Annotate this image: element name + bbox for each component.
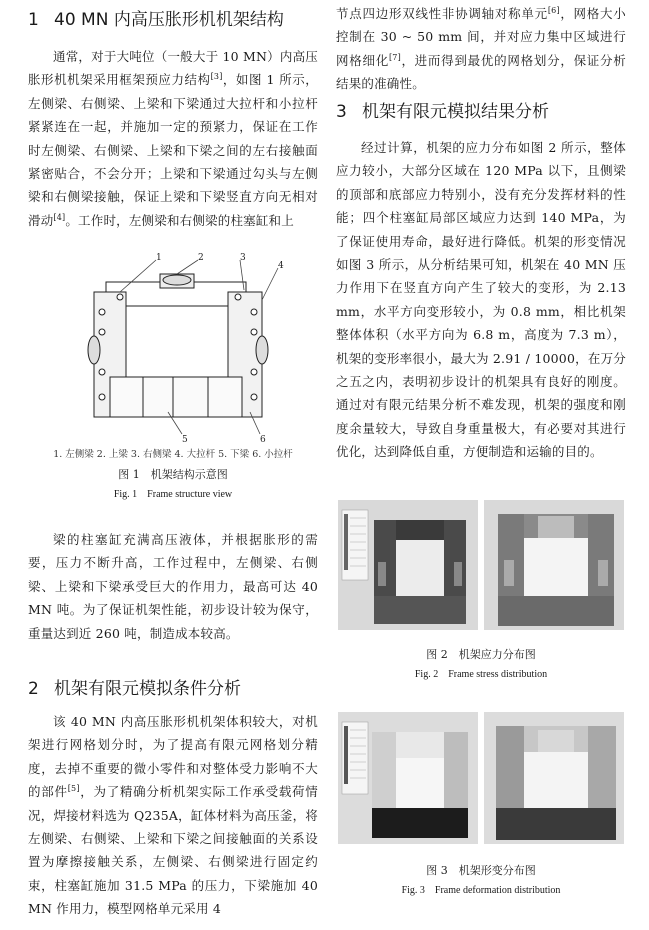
section-2-title: 机架有限元模拟条件分析: [54, 679, 241, 699]
callout-6: 6: [260, 435, 266, 445]
figure-1-legend: 1. 左侧梁 2. 上梁 3. 右侧梁 4. 大拉杆 5. 下梁 6. 小拉杆: [53, 449, 293, 460]
paragraph-1-text-c: 。工作时，左侧梁和右侧梁的柱塞缸和上: [65, 212, 294, 228]
figure-1-caption-zh: 图 1 机架结构示意图: [118, 468, 228, 481]
figure-1-frame-structure: [68, 252, 298, 447]
figure-2-caption-en: Fig. 2 Frame stress distribution: [414, 669, 548, 680]
paragraph-1-text-b: ，如图 1 所示，左侧梁、右侧梁、上梁和下梁通过大拉杆和小拉杆紧紧连在一起，并施加一定的预紧力，保证在工作时左侧梁、右侧梁、上梁和下梁之间的左右接触面紧密贴合，不会分开；上梁和下梁通过勾头与左侧梁和右侧梁接触，保证上梁和下梁竖直方向无相对滑动: [28, 72, 318, 228]
paragraph-3: [28, 710, 318, 921]
section-1-title: 40 MN 内高压胀形机机架结构: [54, 10, 284, 30]
figure-2-stress-distribution: [338, 500, 624, 630]
paragraph-3-text-a: 该 40 MN 内高压胀形机机架体积较大，对机架进行网格划分时，为了提高有限元网格划分精度，去掉不重要的微小零件和对整体受力影响不大的部件: [28, 714, 318, 800]
callout-4: 4: [278, 261, 284, 271]
callout-3: 3: [240, 253, 246, 263]
deformation-contour-images: [338, 712, 624, 844]
section-2-number: 2: [28, 679, 39, 699]
paragraph-2: 梁的柱塞缸充满高压液体，并根据胀形的需要，压力不断升高，工作过程中，左侧梁、右侧梁、上梁和下梁承受巨大的作用力，最高可达 40 MN 吨。为了保证机架性能，初步设计较为保守，重量达到近 260 吨，制造成本较高。: [28, 532, 318, 641]
figure-3-caption-en: Fig. 3 Frame deformation distribution: [401, 885, 561, 896]
figure-1-caption-en: Fig. 1 Frame structure view: [113, 489, 233, 500]
section-2-heading: [28, 677, 318, 701]
citation-6: [6]: [547, 5, 560, 15]
stress-contour-images: [338, 500, 624, 630]
figure-2-caption-zh: 图 2 机架应力分布图: [426, 648, 536, 661]
paragraph-5: 经过计算，机架的应力分布如图 2 所示，整体应力较小，大部分区域在 120 MPa 以下，且侧梁的顶部和底部应力特别小，没有充分发挥材料的性能；四个柱塞缸局部区域应力达到 140 MPa，为了保证使用寿命，最好进行降低。机架的形变情况如图 3 所示，从分析结果可知，机架在 40 MN 压力作用下在竖直方向产生了较大的变形，为 2.13 mm，水平方向变形较小，为 0.8 mm，相比机架整体体积（水平方向为 6.8 m，高度为 7.3 m），机架的变形率很小，最大为 2.91 / 10000，在万分之五之内，表明初步设计的机架具有良好的刚度。通过对有限元结果分析不难发现，机架的强度和刚度余量较大，导致自身重量极大，有必要对其进行优化，达到降低自重，方便制造和运输的目的。: [336, 140, 626, 460]
section-1-number: 1: [28, 10, 39, 30]
citation-4: [4]: [53, 212, 66, 222]
figure-3-caption-zh: 图 3 机架形变分布图: [426, 864, 536, 877]
figure-3-deformation-distribution: [338, 712, 624, 844]
paragraph-3-text-b: ，为了精确分析机架实际工作承受载荷情况，焊接材料选为 Q235A，缸体材料为高压釜，将左侧梁、右侧梁、上梁和下梁之间接触面的关系设置为摩擦接触关系，左侧梁、右侧梁进行固定约束，柱塞缸施加 31.5 MPa 的压力，下梁施加 40 MN 作用力，模型网格单元采用 4: [28, 784, 318, 917]
section-3-heading: [336, 100, 626, 124]
callout-2: 2: [198, 253, 204, 263]
section-1-heading: [28, 8, 318, 32]
paragraph-1: [28, 45, 318, 255]
paragraph-4-text-a: 节点四边形双线性非协调轴对称单元: [336, 6, 548, 21]
paragraph-4-text-c: ，进而得到最优的网格划分，保证分析结果的准确性。: [336, 52, 626, 92]
callout-5: 5: [182, 435, 188, 445]
section-3-number: 3: [336, 102, 347, 122]
deformation-frame-right: [496, 726, 616, 840]
frame-structure-drawing: [68, 252, 298, 447]
paragraph-1-text-a: 通常，对于大吨位（一般大于 10 MN）内高压胀形机机架采用框架预应力结构: [28, 49, 318, 88]
paragraph-4: [336, 2, 626, 96]
citation-5: [5]: [67, 784, 80, 794]
callout-1: 1: [156, 253, 162, 263]
section-3-title: 机架有限元模拟结果分析: [362, 102, 549, 122]
citation-7: [7]: [388, 52, 401, 62]
stress-frame-right: [498, 514, 614, 626]
citation-3: [3]: [210, 72, 223, 82]
paragraph-4-text-b: ，网格大小控制在 30 ~ 50 mm 间，并对应力集中区域进行网格细化: [336, 6, 626, 68]
